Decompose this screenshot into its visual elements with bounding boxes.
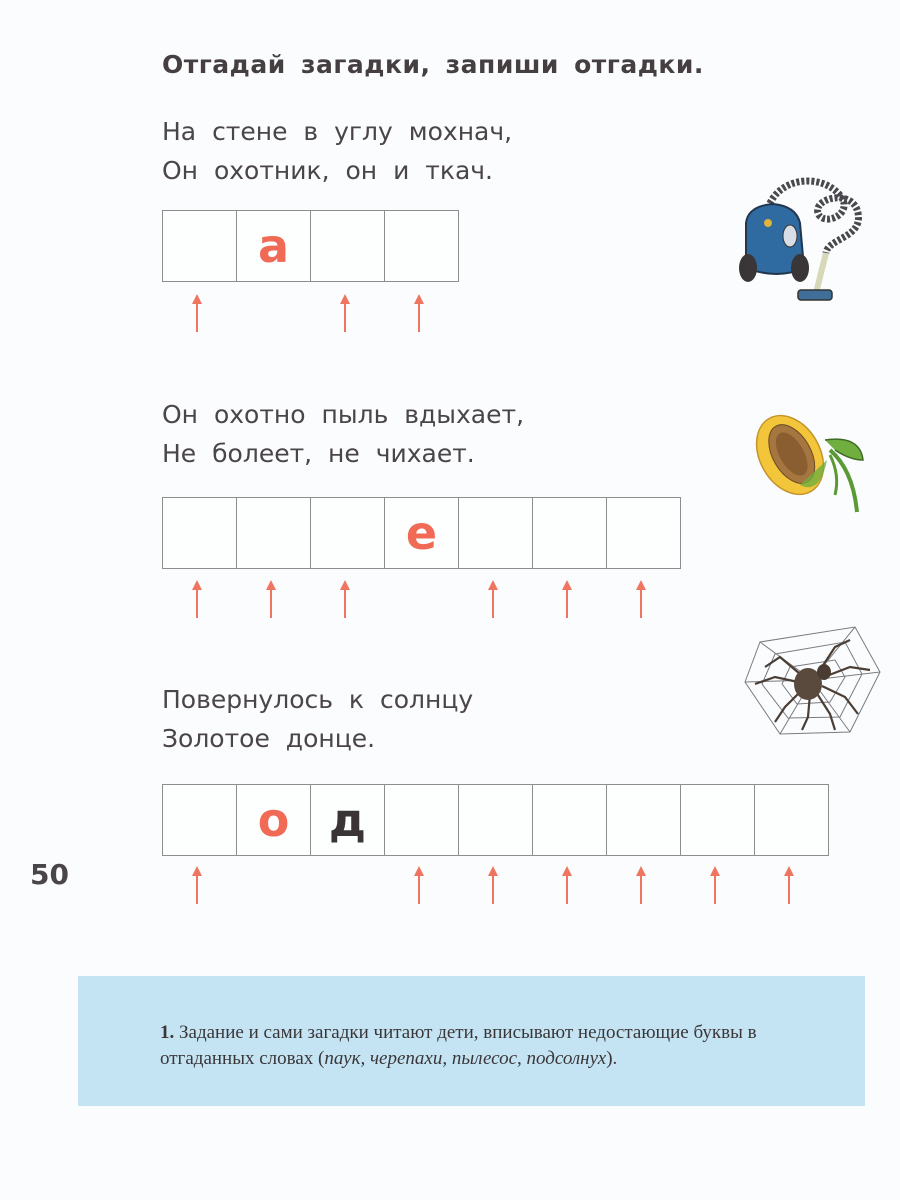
- up-arrow-icon: [270, 582, 272, 618]
- letter-cell[interactable]: [162, 784, 237, 856]
- letter-cell[interactable]: о: [236, 784, 311, 856]
- arrow-slot: [384, 296, 458, 336]
- letter-cell[interactable]: [606, 497, 681, 569]
- up-arrow-icon: [418, 296, 420, 332]
- up-arrow-icon: [714, 868, 716, 904]
- riddle-line: Золотое донце.: [162, 724, 376, 753]
- sunflower-icon: [745, 400, 870, 515]
- letter-cell[interactable]: [384, 210, 459, 282]
- letter-cell[interactable]: [162, 210, 237, 282]
- arrow-slot: [458, 868, 532, 908]
- arrow-slot: [310, 868, 384, 908]
- riddle-line: Он охотник, он и ткач.: [162, 156, 493, 185]
- arrow-slot: [458, 582, 532, 622]
- arrow-slot: [532, 868, 606, 908]
- up-arrow-icon: [566, 582, 568, 618]
- letter-cell[interactable]: [532, 784, 607, 856]
- arrow-slot: [162, 296, 236, 336]
- up-arrow-icon: [566, 868, 568, 904]
- note-answers: паук, черепахи, пылесос, подсолнух: [324, 1048, 607, 1069]
- spider-web-icon: [740, 622, 885, 740]
- answer-grid-2: [162, 497, 681, 569]
- note-body: Задание и сами загадки читают дети, вписывают недостающие буквы в отгаданных словах (: [160, 1022, 757, 1069]
- up-arrow-icon: [492, 868, 494, 904]
- letter-cell[interactable]: [310, 497, 385, 569]
- arrow-slot: [680, 868, 754, 908]
- letter-cell[interactable]: [532, 497, 607, 569]
- up-arrow-icon: [492, 582, 494, 618]
- letter-cell[interactable]: [384, 784, 459, 856]
- up-arrow-icon: [418, 868, 420, 904]
- arrow-slot: [236, 868, 310, 908]
- arrow-slot: [310, 296, 384, 336]
- riddle-2-text: [162, 395, 524, 473]
- exercise-title: Отгадай загадки, запиши отгадки.: [162, 50, 704, 79]
- arrow-row-1: [162, 296, 458, 336]
- arrow-row-3: [162, 868, 828, 908]
- letter-cell[interactable]: [458, 784, 533, 856]
- arrow-slot: [754, 868, 828, 908]
- answer-grid-3: [162, 784, 829, 856]
- note-tail: ).: [606, 1048, 618, 1069]
- up-arrow-icon: [196, 868, 198, 904]
- arrow-slot: [310, 582, 384, 622]
- arrow-slot: [236, 296, 310, 336]
- arrow-row-2: [162, 582, 680, 622]
- letter-cell[interactable]: [606, 784, 681, 856]
- page-number: 50: [30, 858, 69, 891]
- up-arrow-icon: [640, 582, 642, 618]
- up-arrow-icon: [196, 296, 198, 332]
- letter-cell[interactable]: [458, 497, 533, 569]
- letter-cell[interactable]: [310, 210, 385, 282]
- arrow-slot: [384, 868, 458, 908]
- riddle-1-text: [162, 112, 512, 190]
- up-arrow-icon: [788, 868, 790, 904]
- riddle-line: Не болеет, не чихает.: [162, 439, 475, 468]
- arrow-slot: [162, 582, 236, 622]
- arrow-slot: [606, 868, 680, 908]
- letter-cell[interactable]: [236, 497, 311, 569]
- answer-grid-1: [162, 210, 459, 282]
- up-arrow-icon: [344, 296, 346, 332]
- up-arrow-icon: [640, 868, 642, 904]
- letter-cell[interactable]: [162, 497, 237, 569]
- arrow-slot: [606, 582, 680, 622]
- arrow-slot: [162, 868, 236, 908]
- letter-cell[interactable]: е: [384, 497, 459, 569]
- letter-cell[interactable]: д: [310, 784, 385, 856]
- vacuum-cleaner-icon: [728, 168, 878, 318]
- riddle-line: Он охотно пыль вдыхает,: [162, 400, 525, 429]
- riddle-line: Повернулось к солнцу: [162, 685, 474, 714]
- arrow-slot: [384, 582, 458, 622]
- letter-cell[interactable]: а: [236, 210, 311, 282]
- letter-cell[interactable]: [754, 784, 829, 856]
- riddle-3-text: [162, 680, 473, 758]
- riddle-line: На стене в углу мохнач,: [162, 117, 513, 146]
- arrow-slot: [532, 582, 606, 622]
- up-arrow-icon: [196, 582, 198, 618]
- letter-cell[interactable]: [680, 784, 755, 856]
- teacher-note-text: [160, 1020, 840, 1072]
- arrow-slot: [236, 582, 310, 622]
- up-arrow-icon: [344, 582, 346, 618]
- note-number: 1.: [160, 1022, 175, 1043]
